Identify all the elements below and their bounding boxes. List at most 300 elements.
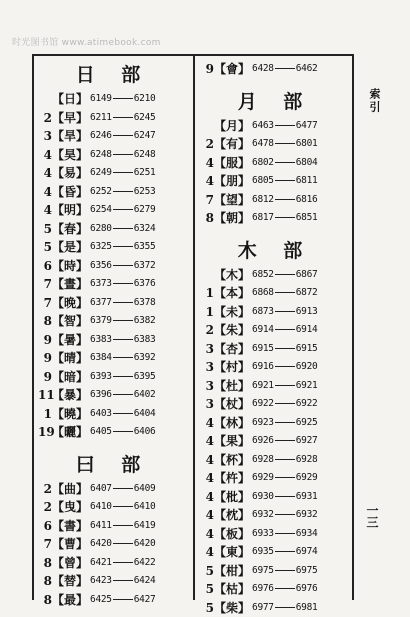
bracket-close: 】: [76, 405, 88, 424]
bracket-open: 【: [52, 127, 64, 146]
watermark: 时光图书馆 www.atimebook.com: [12, 35, 161, 48]
bracket-open: 【: [52, 294, 64, 313]
range-dash: [275, 199, 295, 200]
bracket-open: 【: [214, 284, 226, 303]
stroke-count: 2: [38, 480, 52, 499]
range-dash: [275, 533, 295, 534]
range-start: 6812: [252, 194, 274, 205]
bracket-close: 】: [76, 164, 88, 183]
index-entry: [200, 60, 350, 79]
range-start: 6396: [90, 389, 112, 400]
range-start: 6868: [252, 287, 274, 298]
range-start: 6280: [90, 223, 112, 234]
range-end: 6975: [296, 565, 318, 576]
index-entry: [200, 358, 350, 377]
bracket-close: 】: [238, 172, 250, 191]
range-start: 6930: [252, 491, 274, 502]
bracket-close: 】: [238, 377, 250, 396]
range-dash: [275, 162, 295, 163]
range-end: 6974: [296, 546, 318, 557]
entry-range: [90, 349, 155, 368]
bracket-close: 】: [238, 284, 250, 303]
range-end: 6976: [296, 583, 318, 594]
entry-range: [90, 572, 155, 591]
stroke-count: 4: [38, 201, 52, 220]
stroke-count: 7: [38, 294, 52, 313]
entry-character: 東: [226, 543, 238, 562]
stroke-count: 3: [200, 377, 214, 396]
entry-range: [252, 488, 317, 507]
range-start: 6852: [252, 269, 274, 280]
entry-range: [252, 340, 317, 359]
range-start: 6252: [90, 186, 112, 197]
range-end: 6402: [134, 389, 156, 400]
bracket-open: 【: [214, 60, 226, 79]
index-entry: [200, 321, 350, 340]
stroke-count: 5: [200, 562, 214, 581]
range-dash: [113, 599, 133, 600]
stroke-count: 4: [200, 543, 214, 562]
range-start: 6802: [252, 157, 274, 168]
range-start: 6914: [252, 324, 274, 335]
entry-range: [252, 451, 317, 470]
stroke-count: 8: [38, 572, 52, 591]
entry-range: [90, 164, 155, 183]
entry-character: 杖: [226, 395, 238, 414]
range-start: 6373: [90, 278, 112, 289]
index-entry: [38, 405, 188, 424]
range-end: 6355: [134, 241, 156, 252]
index-entry: [38, 201, 188, 220]
bracket-close: 】: [76, 109, 88, 128]
range-start: 6421: [90, 557, 112, 568]
bracket-close: 】: [76, 201, 88, 220]
bracket-open: 【: [214, 543, 226, 562]
left-column: [38, 60, 188, 609]
bracket-open: 【: [52, 146, 64, 165]
bracket-close: 】: [76, 423, 88, 442]
entry-range: [252, 506, 317, 525]
range-dash: [113, 431, 133, 432]
entry-character: 杵: [226, 469, 238, 488]
range-start: 6976: [252, 583, 274, 594]
range-dash: [113, 339, 133, 340]
range-dash: [275, 551, 295, 552]
entry-character: 曬: [64, 423, 76, 442]
entry-range: [252, 191, 317, 210]
index-entry: [38, 312, 188, 331]
entry-range: [252, 414, 317, 433]
index-entry: [200, 191, 350, 210]
entry-character: 木: [226, 266, 238, 285]
index-entry: [200, 543, 350, 562]
bracket-open: 【: [214, 451, 226, 470]
stroke-count: 9: [38, 331, 52, 350]
entry-range: [252, 432, 317, 451]
stroke-count: 8: [38, 312, 52, 331]
bracket-close: 】: [76, 183, 88, 202]
bracket-close: 】: [238, 135, 250, 154]
range-dash: [113, 357, 133, 358]
stroke-count: 4: [200, 172, 214, 191]
range-start: 6393: [90, 371, 112, 382]
index-entry: [200, 172, 350, 191]
entry-character: 晴: [64, 349, 76, 368]
index-entry: [38, 554, 188, 573]
range-start: 6425: [90, 594, 112, 605]
bracket-open: 【: [52, 386, 64, 405]
entry-range: [90, 109, 155, 128]
bracket-close: 】: [238, 414, 250, 433]
bracket-close: 】: [238, 525, 250, 544]
bracket-close: 】: [238, 60, 250, 79]
range-start: 6248: [90, 149, 112, 160]
range-start: 6356: [90, 260, 112, 271]
bracket-open: 【: [52, 164, 64, 183]
range-end: 6872: [296, 287, 318, 298]
entry-character: 日: [64, 90, 76, 109]
bracket-open: 【: [214, 303, 226, 322]
range-dash: [275, 496, 295, 497]
range-end: 6477: [296, 120, 318, 131]
entry-range: [252, 562, 317, 581]
entry-character: 最: [64, 591, 76, 610]
bracket-open: 【: [52, 423, 64, 442]
bracket-open: 【: [52, 498, 64, 517]
bracket-close: 】: [238, 209, 250, 228]
bracket-close: 】: [76, 275, 88, 294]
index-entry: [38, 164, 188, 183]
entry-character: 朋: [226, 172, 238, 191]
entry-character: 望: [226, 191, 238, 210]
stroke-count: 2: [38, 498, 52, 517]
range-dash: [275, 348, 295, 349]
bracket-close: 】: [238, 506, 250, 525]
range-end: 6932: [296, 509, 318, 520]
index-entry: [200, 209, 350, 228]
index-entry: [200, 562, 350, 581]
entry-character: 昊: [64, 146, 76, 165]
entry-range: [90, 146, 155, 165]
range-end: 6804: [296, 157, 318, 168]
bracket-close: 】: [238, 562, 250, 581]
bracket-open: 【: [214, 266, 226, 285]
index-entry: [200, 432, 350, 451]
entry-range: [252, 469, 317, 488]
entry-range: [90, 368, 155, 387]
entry-range: [252, 303, 317, 322]
range-dash: [113, 376, 133, 377]
entry-character: 智: [64, 312, 76, 331]
range-end: 6427: [134, 594, 156, 605]
entry-range: [90, 220, 155, 239]
index-entry: [38, 423, 188, 442]
range-end: 6424: [134, 575, 156, 586]
range-start: 6149: [90, 93, 112, 104]
bracket-close: 】: [76, 220, 88, 239]
entry-character: 枇: [226, 488, 238, 507]
range-dash: [275, 422, 295, 423]
stroke-count: 7: [200, 191, 214, 210]
index-entry: [38, 331, 188, 350]
column-divider: [193, 56, 195, 600]
range-dash: [113, 135, 133, 136]
stroke-count: 9: [38, 368, 52, 387]
range-dash: [275, 607, 295, 608]
stroke-count: 4: [38, 146, 52, 165]
range-start: 6407: [90, 483, 112, 494]
range-end: 6915: [296, 343, 318, 354]
entry-range: [90, 386, 155, 405]
entry-range: [90, 183, 155, 202]
range-end: 6462: [296, 63, 318, 74]
entry-range: [252, 580, 317, 599]
index-entry: [200, 303, 350, 322]
stroke-count: 6: [38, 517, 52, 536]
index-entry: [200, 135, 350, 154]
stroke-count: 4: [200, 469, 214, 488]
range-end: 6816: [296, 194, 318, 205]
entry-range: [252, 599, 317, 617]
radical-heading: 月 部: [200, 87, 350, 117]
index-entry: [38, 127, 188, 146]
index-entry: [38, 517, 188, 536]
bracket-open: 【: [52, 220, 64, 239]
range-dash: [113, 117, 133, 118]
entry-range: [90, 405, 155, 424]
range-dash: [113, 506, 133, 507]
bracket-close: 】: [76, 331, 88, 350]
bracket-open: 【: [52, 517, 64, 536]
entry-range: [90, 331, 155, 350]
stroke-count: 4: [200, 414, 214, 433]
range-dash: [113, 543, 133, 544]
range-dash: [113, 413, 133, 414]
bracket-close: 】: [238, 580, 250, 599]
range-end: 6927: [296, 435, 318, 446]
index-entry: [38, 535, 188, 554]
stroke-count: 3: [200, 395, 214, 414]
range-end: 6419: [134, 520, 156, 531]
entry-character: 春: [64, 220, 76, 239]
stroke-count: 2: [200, 135, 214, 154]
radical-heading: 木 部: [200, 236, 350, 266]
entry-range: [252, 266, 317, 285]
range-dash: [275, 180, 295, 181]
entry-character: 曳: [64, 498, 76, 517]
range-end: 6324: [134, 223, 156, 234]
range-start: 6384: [90, 352, 112, 363]
range-dash: [275, 68, 295, 69]
bracket-open: 【: [214, 599, 226, 617]
index-entry: [38, 146, 188, 165]
range-end: 6410: [134, 501, 156, 512]
range-end: 6422: [134, 557, 156, 568]
entry-range: [90, 312, 155, 331]
range-end: 6210: [134, 93, 156, 104]
stroke-count: 1: [38, 405, 52, 424]
range-start: 6420: [90, 538, 112, 549]
stroke-count: 4: [38, 164, 52, 183]
range-end: 6251: [134, 167, 156, 178]
bracket-close: 】: [238, 154, 250, 173]
range-dash: [113, 488, 133, 489]
range-start: 6923: [252, 417, 274, 428]
stroke-count: 8: [38, 554, 52, 573]
bracket-open: 【: [52, 405, 64, 424]
side-label: 索引: [366, 88, 382, 114]
bracket-close: 】: [76, 480, 88, 499]
bracket-open: 【: [52, 480, 64, 499]
range-start: 6383: [90, 334, 112, 345]
index-entry: [200, 154, 350, 173]
entry-character: 服: [226, 154, 238, 173]
bracket-open: 【: [52, 275, 64, 294]
bracket-close: 】: [238, 303, 250, 322]
range-start: 6915: [252, 343, 274, 354]
range-start: 6325: [90, 241, 112, 252]
stroke-count: 6: [38, 257, 52, 276]
entry-character: 柑: [226, 562, 238, 581]
range-start: 6935: [252, 546, 274, 557]
range-end: 6928: [296, 454, 318, 465]
entry-range: [90, 480, 155, 499]
range-start: 6211: [90, 112, 112, 123]
range-start: 6246: [90, 130, 112, 141]
entry-range: [90, 535, 155, 554]
range-dash: [113, 562, 133, 563]
entry-character: 晝: [64, 275, 76, 294]
entry-range: [252, 172, 317, 191]
entry-range: [90, 127, 155, 146]
range-dash: [275, 274, 295, 275]
index-entry: [200, 580, 350, 599]
index-entry: [200, 117, 350, 136]
entry-character: 枕: [226, 506, 238, 525]
range-end: 6409: [134, 483, 156, 494]
range-start: 6922: [252, 398, 274, 409]
bracket-open: 【: [52, 109, 64, 128]
bracket-open: 【: [52, 90, 64, 109]
range-dash: [275, 311, 295, 312]
stroke-count: 2: [200, 321, 214, 340]
entry-range: [90, 554, 155, 573]
bracket-open: 【: [214, 525, 226, 544]
index-entry: [38, 275, 188, 294]
stroke-count: 8: [38, 591, 52, 610]
bracket-close: 】: [238, 321, 250, 340]
range-end: 6913: [296, 306, 318, 317]
range-dash: [275, 440, 295, 441]
bracket-open: 【: [214, 580, 226, 599]
range-start: 6873: [252, 306, 274, 317]
stroke-count: 7: [38, 275, 52, 294]
entry-character: 杯: [226, 451, 238, 470]
entry-range: [90, 257, 155, 276]
entry-character: 旱: [64, 127, 76, 146]
bracket-close: 】: [238, 266, 250, 285]
index-entry: [38, 220, 188, 239]
entry-character: 柴: [226, 599, 238, 617]
stroke-count: 11: [38, 386, 52, 405]
entry-character: 昏: [64, 183, 76, 202]
stroke-count: 4: [200, 488, 214, 507]
range-end: 6247: [134, 130, 156, 141]
index-entry: [200, 266, 350, 285]
range-start: 6411: [90, 520, 112, 531]
section-gap: [38, 442, 188, 450]
range-dash: [275, 459, 295, 460]
range-dash: [113, 209, 133, 210]
range-dash: [113, 525, 133, 526]
bracket-close: 】: [76, 591, 88, 610]
range-end: 6921: [296, 380, 318, 391]
index-entry: [200, 599, 350, 617]
index-entry: [38, 572, 188, 591]
entry-range: [90, 275, 155, 294]
entry-character: 村: [226, 358, 238, 377]
bracket-open: 【: [52, 183, 64, 202]
range-end: 6934: [296, 528, 318, 539]
stroke-count: 4: [200, 525, 214, 544]
range-start: 6975: [252, 565, 274, 576]
bracket-close: 】: [238, 599, 250, 617]
range-start: 6933: [252, 528, 274, 539]
entry-character: 暗: [64, 368, 76, 387]
bracket-close: 】: [76, 127, 88, 146]
radical-heading: 日 部: [38, 60, 188, 90]
range-end: 6383: [134, 334, 156, 345]
bracket-close: 】: [238, 340, 250, 359]
range-start: 6377: [90, 297, 112, 308]
stroke-count: 9: [200, 60, 214, 79]
range-dash: [275, 570, 295, 571]
index-entry: [38, 498, 188, 517]
bracket-close: 】: [76, 90, 88, 109]
entry-character: 曹: [64, 535, 76, 554]
section-gap: [200, 79, 350, 87]
index-entry: [38, 294, 188, 313]
range-end: 6867: [296, 269, 318, 280]
range-end: 6801: [296, 138, 318, 149]
page-number: 一三: [364, 504, 381, 528]
entry-range: [252, 543, 317, 562]
bracket-open: 【: [52, 554, 64, 573]
section-gap: [200, 228, 350, 236]
stroke-count: 4: [200, 506, 214, 525]
entry-range: [252, 321, 317, 340]
index-entry: [200, 395, 350, 414]
bracket-open: 【: [214, 172, 226, 191]
entry-range: [252, 154, 317, 173]
entry-character: 曲: [64, 480, 76, 499]
stroke-count: 7: [38, 535, 52, 554]
range-end: 6925: [296, 417, 318, 428]
bracket-open: 【: [214, 154, 226, 173]
stroke-count: 1: [200, 303, 214, 322]
bracket-open: 【: [214, 191, 226, 210]
entry-range: [252, 284, 317, 303]
entry-character: 未: [226, 303, 238, 322]
bracket-open: 【: [52, 257, 64, 276]
range-end: 6404: [134, 408, 156, 419]
range-end: 6392: [134, 352, 156, 363]
entry-character: 板: [226, 525, 238, 544]
range-dash: [275, 292, 295, 293]
bracket-open: 【: [214, 117, 226, 136]
range-start: 6379: [90, 315, 112, 326]
index-entry: [200, 284, 350, 303]
